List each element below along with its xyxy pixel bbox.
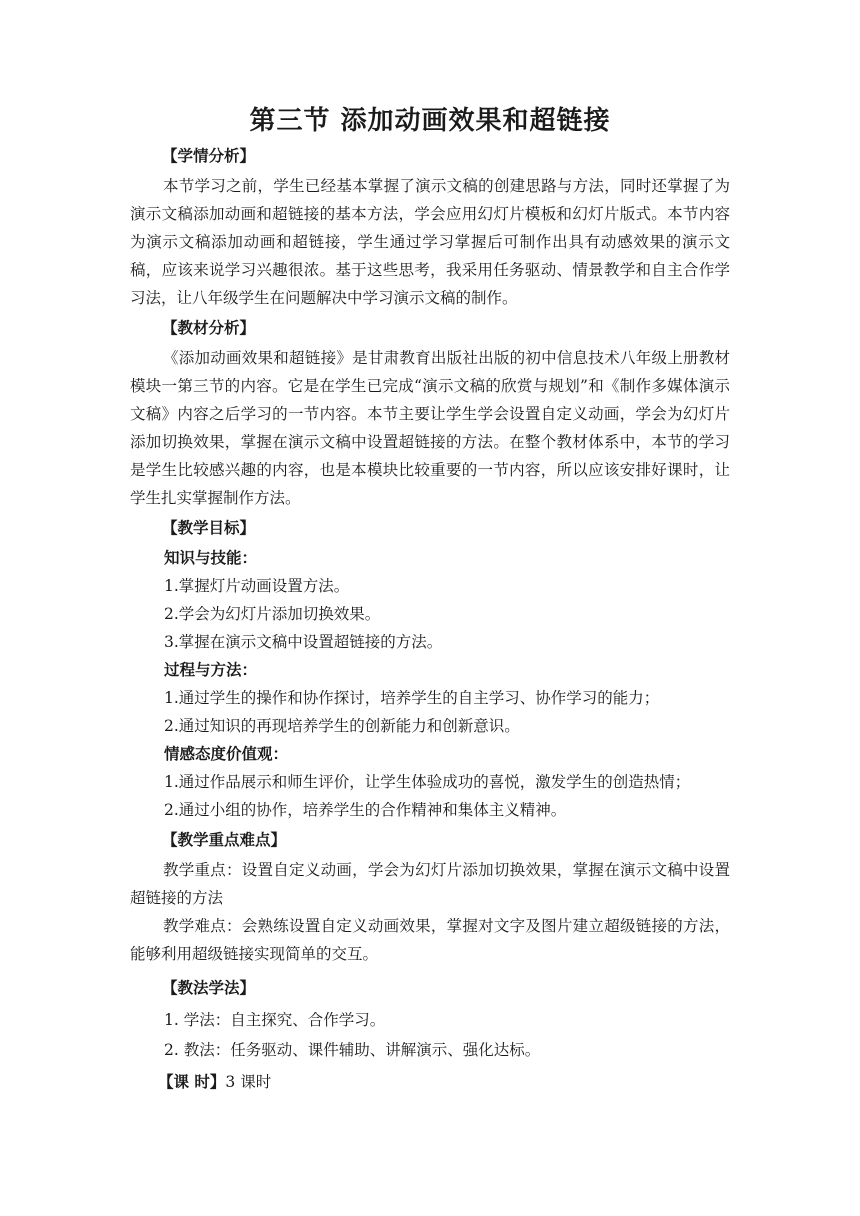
knowledge-skills-label: 知识与技能： — [164, 549, 258, 567]
list-item: 1.通过作品展示和师生评价，让学生体验成功的喜悦，激发学生的创造热情； — [164, 773, 691, 791]
textbook-analysis-text: 《添加动画效果和超链接》是甘肃教育出版社出版的初中信息技术八年级上册教材模块一第三节的内容。它是在学生已完成“演示文稿的欣赏与规划”和《制作多媒体演示文稿》内容之后学习的一节内容。本节主要让学生学会设置自定义动画，学会为幻灯片添加切换效果，掌握在演示文稿中设置超链接的方法。在整个教材体系中，本节的学习是学生比较感兴趣的内容，也是本模块比较重要的一节内容，所以应该安排好课时，让学生扎实掌握制作方法。 — [130, 349, 730, 507]
section-heading-class-hours — [158, 1068, 730, 1096]
emotion-values-label: 情感态度价值观： — [164, 745, 289, 763]
process-methods-label: 过程与方法： — [164, 661, 258, 679]
section-heading-teaching-methods: 【教法学法】 — [162, 979, 256, 997]
page-title: 第三节 添加动画效果和超链接 — [249, 106, 611, 136]
list-item: 2. 教法：任务驱动、课件辅助、讲解演示、强化达标。 — [164, 1041, 541, 1059]
learner-analysis-text: 本节学习之前，学生已经基本掌握了演示文稿的创建思路与方法，同时还掌握了为演示文稿添加动画和超链接的基本方法，学会应用幻灯片模板和幻灯片版式。本节内容为演示文稿添加动画和超链接，学生通过学习掌握后可制作出具有动感效果的演示文稿，应该来说学习兴趣很浓。基于这些思考，我采用任务驱动、情景教学和自主合作学习法，让八年级学生在问题解决中学习演示文稿的制作。 — [130, 177, 730, 307]
list-item: 1. 学法：自主探究、合作学习。 — [164, 1011, 386, 1029]
key-points-text: 教学重点：设置自定义动画，学会为幻灯片添加切换效果，掌握在演示文稿中设置超链接的方法 — [130, 861, 730, 907]
class-hours-label: 【课 时】 — [158, 1073, 226, 1091]
list-item: 1.通过学生的操作和协作探讨，培养学生的自主学习、协作学习的能力； — [164, 689, 660, 707]
document-body — [130, 140, 730, 1098]
section-heading-key-difficult-points: 【教学重点难点】 — [162, 831, 287, 849]
class-hours-value: 3 课时 — [225, 1073, 272, 1091]
section-heading-learner-analysis: 【学情分析】 — [162, 147, 256, 165]
section-heading-teaching-goals: 【教学目标】 — [162, 519, 256, 537]
list-item: 3.掌握在演示文稿中设置超链接的方法。 — [164, 633, 443, 651]
list-item: 2.通过小组的协作，培养学生的合作精神和集体主义精神。 — [164, 801, 567, 819]
difficult-points-text: 教学难点：会熟练设置自定义动画效果，掌握对文字及图片建立超级链接的方法，能够利用超级链接实现简单的交互。 — [130, 917, 730, 963]
list-item: 2.学会为幻灯片添加切换效果。 — [164, 605, 381, 623]
section-heading-textbook-analysis: 【教材分析】 — [162, 319, 256, 337]
list-item: 2.通过知识的再现培养学生的创新能力和创新意识。 — [164, 717, 520, 735]
list-item: 1.掌握灯片动画设置方法。 — [164, 577, 350, 595]
